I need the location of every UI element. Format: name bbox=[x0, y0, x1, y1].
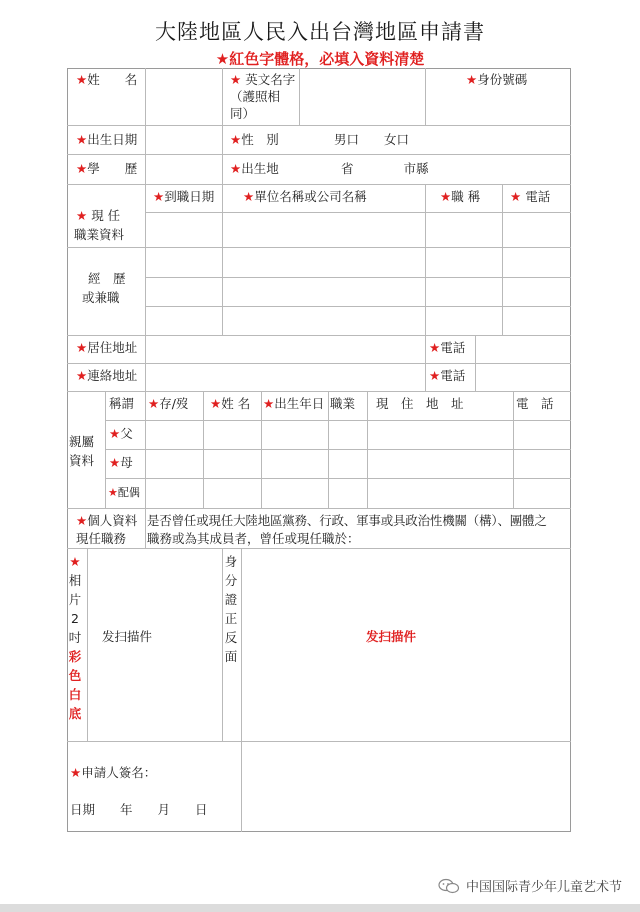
relation-header: 稱謂 bbox=[109, 396, 135, 411]
date-line: 日期 年 月 日 bbox=[70, 802, 208, 817]
company-header: ★單位名稱或公司名稱 bbox=[243, 189, 367, 204]
rel-address-header: 現 住 地 址 bbox=[376, 396, 464, 411]
start-date-header: ★到職日期 bbox=[153, 189, 215, 204]
education-label: ★學 歷 bbox=[76, 161, 138, 176]
english-name-label: ★ 英文名字 （護照相 同） bbox=[230, 72, 296, 121]
political-question-2: 職務或為其成員者，曾任或現任職於： bbox=[147, 531, 360, 546]
personal-info-label: ★個人資料 bbox=[76, 513, 138, 528]
home-address-label: ★居住地址 bbox=[76, 340, 138, 355]
watermark bbox=[438, 876, 622, 895]
wechat-icon bbox=[438, 878, 460, 894]
bottom-bar bbox=[0, 904, 640, 912]
current-position-label: 現任職務 bbox=[76, 531, 127, 546]
contact-address-label: ★連絡地址 bbox=[76, 368, 138, 383]
name-label: ★姓 名 bbox=[76, 72, 138, 87]
gender-label: ★性 別 bbox=[230, 132, 279, 147]
contact-phone-label: ★電話 bbox=[429, 368, 466, 383]
political-question: 是否曾任或現任大陸地區黨務、行政、軍事或具政治性機關（構）、團體之 bbox=[147, 513, 547, 528]
father-label: ★父 bbox=[109, 426, 133, 441]
job-phone-header: ★ 電話 bbox=[510, 189, 551, 204]
watermark-text: 中国国际青少年儿童艺术节 bbox=[465, 880, 622, 895]
home-phone-label: ★電話 bbox=[429, 340, 466, 355]
mother-label: ★母 bbox=[109, 455, 133, 470]
current-job-label-2: 職業資料 bbox=[74, 227, 125, 242]
spouse-label: ★配偶 bbox=[108, 486, 140, 499]
experience-label-2: 或兼職 bbox=[82, 290, 120, 305]
current-job-label: ★ 現 任 bbox=[76, 208, 121, 223]
rel-phone-header: 電 話 bbox=[516, 396, 554, 411]
rel-name-header: ★姓 名 bbox=[210, 396, 251, 411]
birth-date-label: ★出生日期 bbox=[76, 132, 138, 147]
relatives-label-2: 資料 bbox=[69, 453, 95, 468]
id-card-label: 身 分 證 正 反 面 bbox=[224, 554, 238, 664]
birthplace-label: ★出生地 bbox=[230, 161, 279, 176]
experience-label: 經 歷 bbox=[88, 271, 126, 286]
alive-header: ★存/歿 bbox=[148, 396, 189, 411]
photo-label: ★ 相 片 2 吋 彩 色 白 底 bbox=[68, 554, 82, 721]
gender-options[interactable]: 男口 女口 bbox=[334, 132, 410, 147]
id-number-label: ★身份號碼 bbox=[466, 72, 528, 87]
signature-label: ★申請人簽名： bbox=[70, 765, 157, 780]
rel-job-header: 職業 bbox=[330, 396, 356, 411]
province-city: 省 市縣 bbox=[341, 161, 429, 176]
rel-birth-header: ★出生年日 bbox=[263, 396, 325, 411]
job-title-header: ★職 稱 bbox=[440, 189, 481, 204]
relatives-label: 親屬 bbox=[69, 434, 95, 449]
required-fields-note: ★紅色字體格，必填入資料清楚 bbox=[215, 50, 425, 68]
page-title: 大陸地區人民入出台灣地區申請書 bbox=[155, 20, 485, 44]
photo-scan-note: 发扫描件 bbox=[102, 629, 153, 644]
id-card-scan-note: 发扫描件 bbox=[366, 629, 417, 644]
form-border bbox=[67, 68, 571, 832]
